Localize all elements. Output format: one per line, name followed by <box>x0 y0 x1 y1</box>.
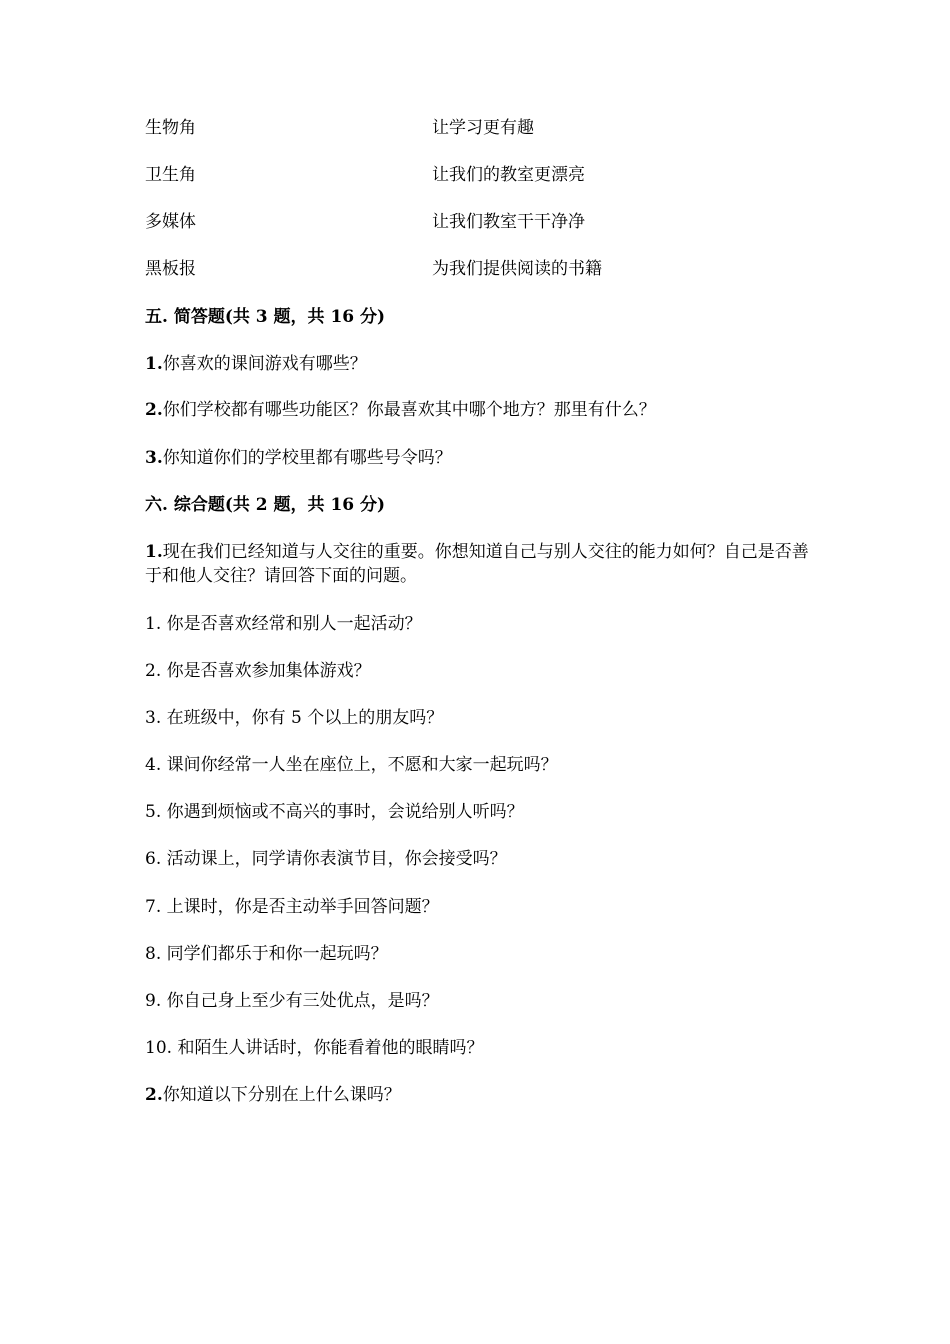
match-right-item: 让我们的教室更漂亮 <box>432 165 585 185</box>
match-left-item: 多媒体 <box>145 212 196 232</box>
sub-question: 1. 你是否喜欢经常和别人一起活动？ <box>145 614 422 634</box>
match-right-item: 让我们教室干干净净 <box>432 212 585 232</box>
section-heading: 六. 综合题(共 2 题，共 16 分) <box>145 495 386 515</box>
sub-question: 9. 你自己身上至少有三处优点，是吗？ <box>145 991 439 1011</box>
question-item <box>145 353 367 375</box>
sub-question: 2. 你是否喜欢参加集体游戏？ <box>145 661 371 681</box>
question-text: 你知道以下分别在上什么课吗？ <box>162 1085 401 1105</box>
sub-question: 3. 在班级中，你有 5 个以上的朋友吗？ <box>145 708 444 728</box>
question-text: 你知道你们的学校里都有哪些号令吗？ <box>162 448 452 468</box>
question-number: 2. <box>145 400 163 420</box>
question-number: 3. <box>145 448 163 468</box>
match-left-item: 生物角 <box>145 118 196 138</box>
match-left-item: 卫生角 <box>145 165 196 185</box>
sub-question: 6. 活动课上，同学请你表演节目，你会接受吗？ <box>145 849 507 869</box>
question-number: 1. <box>145 354 163 374</box>
question-text: 现在我们已经知道与人交往的重要。你想知道自己与别人交往的能力如何？自己是否善于和他人交往？请回答下面的问题。 <box>145 542 809 586</box>
sub-question: 4. 课间你经常一人坐在座位上，不愿和大家一起玩吗？ <box>145 755 558 775</box>
match-left-item: 黑板报 <box>145 259 196 279</box>
match-right-item: 让学习更有趣 <box>432 118 534 138</box>
sub-question: 10. 和陌生人讲话时，你能看着他的眼睛吗？ <box>145 1038 484 1058</box>
question-item <box>145 447 452 469</box>
question-item <box>145 399 656 421</box>
question-item <box>145 1084 401 1106</box>
question-number: 2. <box>145 1085 163 1105</box>
sub-question: 8. 同学们都乐于和你一起玩吗？ <box>145 944 388 964</box>
question-number: 1. <box>145 542 163 562</box>
match-right-item: 为我们提供阅读的书籍 <box>432 259 602 279</box>
question-text: 你们学校都有哪些功能区？你最喜欢其中哪个地方？那里有什么？ <box>162 400 656 420</box>
section-heading: 五. 简答题(共 3 题，共 16 分) <box>145 307 386 327</box>
sub-question: 7. 上课时，你是否主动举手回答问题？ <box>145 897 439 917</box>
question-text: 你喜欢的课间游戏有哪些？ <box>162 354 367 374</box>
sub-question: 5. 你遇到烦恼或不高兴的事时，会说给别人听吗？ <box>145 802 524 822</box>
question-item <box>145 540 810 588</box>
